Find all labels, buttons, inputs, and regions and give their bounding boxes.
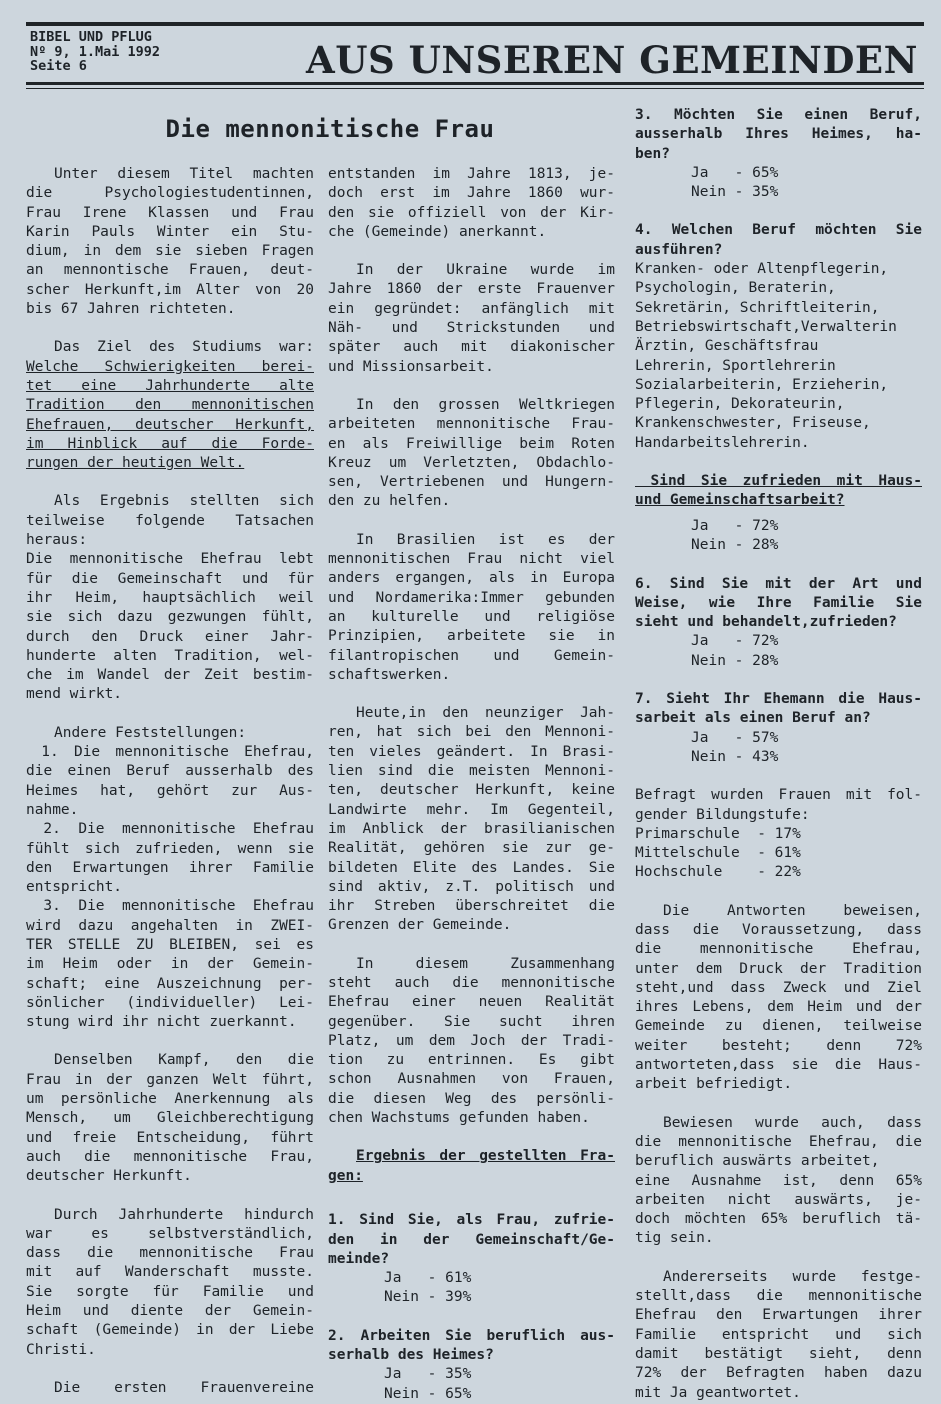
text-line: 3. Die mennonitische Ehefrau (26, 898, 314, 915)
results-heading (328, 1147, 615, 1192)
text-line: Heute,in den neunziger Jah- (356, 705, 615, 722)
text-line: an kulturelle und religiöse (328, 608, 615, 625)
text-line: Familie entspricht und sich (635, 1326, 922, 1343)
text-line: ein gegründet: anfänglich mit (328, 300, 615, 317)
paragraph (26, 1379, 314, 1398)
text-line: Heim und diente der Gemein- (26, 1303, 314, 1320)
text-line: unter dem Druck der Tradition (635, 960, 922, 977)
answer-yes: Ja - 65% (691, 164, 779, 181)
question-line: sieht und behandelt,zufrieden? (635, 614, 897, 631)
question-line: 6. Sind Sie mit der Art und (635, 575, 922, 592)
question-line: und Gemeinschaftsarbeit? (635, 492, 845, 509)
text-line: Näh- und Strickstunden und (328, 320, 615, 337)
question-line: meinde? (328, 1250, 390, 1267)
header-rule-bottom-thin (26, 88, 924, 89)
answer-no: Nein - 43% (691, 748, 779, 765)
text-line: durch den Druck einer Jahr- (26, 628, 314, 645)
profession-line: Betriebswirtschaft,Verwalterin (635, 318, 897, 335)
text-line: gen: (328, 1167, 363, 1184)
answer-yes: Ja - 35% (384, 1366, 472, 1383)
text-line: ihr Heim, hauptsächlich weil (26, 589, 314, 606)
question-6 (635, 575, 922, 671)
text-line: die mennonitische Ehefrau, die (635, 1133, 922, 1150)
section-title: AUS UNSEREN GEMEINDEN (306, 38, 918, 82)
text-line: scher Herkunft,im Alter von 20 (26, 281, 314, 298)
text-line: den Erwartungen ihrer Familie (26, 859, 314, 876)
issue-date: Nº 9, 1.Mai 1992 (30, 43, 161, 60)
question-line: den in der Gemeinschaft/Ge- (328, 1231, 615, 1248)
text-line: Frau Irene Klassen und Frau (26, 204, 314, 221)
text-line: Frau in der ganzen Welt führt, (26, 1071, 314, 1088)
answer-yes: Ja - 61% (384, 1270, 472, 1287)
text-line: Heimes hat, gehört zur Aus- (26, 782, 314, 799)
text-line: Die mennonitische Ehefrau lebt (26, 551, 314, 568)
text-line: stellt,dass die mennonitische (635, 1288, 922, 1305)
paragraph (26, 492, 314, 704)
text-line: chen Wachstums gefunden haben. (328, 1110, 590, 1127)
text-line: die Psychologiestudentinnen, (26, 185, 314, 202)
text-line: mit auf Wanderschaft musste. (26, 1264, 314, 1281)
text-line: die diesen Weg des persönli- (328, 1090, 615, 1107)
text-line: che (Gemeinde) anerkannt. (328, 223, 547, 240)
text-line: che im Wandel der Zeit bestim- (26, 667, 314, 684)
article-column-3 (635, 106, 922, 1403)
text-line: anders ergangen, als in Europa (328, 570, 615, 587)
underlined-line: Welche Schwierigkeiten berei- (26, 358, 314, 375)
paragraph (635, 1114, 922, 1249)
text-line: um persönliche Anerkennung als (26, 1091, 314, 1108)
text-line: Grenzen der Gemeinde. (328, 917, 512, 934)
answer-no: Nein - 39% (384, 1289, 472, 1306)
text-line: Realität, gehören sie zur ge- (328, 840, 615, 857)
text-line: dass die Voraussetzung, dass (635, 921, 922, 938)
text-line: Mensch, um Gleichberechtigung (26, 1110, 314, 1127)
text-line: ten, deutscher Herkunft, keine (328, 782, 615, 799)
text-line: damit bestätigt sieht, denn (635, 1345, 922, 1362)
text-line: war es selbstverständlich, (26, 1225, 314, 1242)
text-line: In der Ukraine wurde im (356, 262, 615, 279)
education-level: Mittelschule - 61% (635, 845, 801, 862)
text-line: Jahre 1860 der erste Frauenver (328, 281, 615, 298)
text-line: 72% der Befragten haben dazu (635, 1365, 922, 1382)
text-line: Landwirte mehr. Im Gegenteil, (328, 801, 615, 818)
text-line: für die Gemeinschaft und für (26, 570, 314, 587)
underlined-line: tet eine Jahrhunderte alte (26, 377, 314, 394)
text-line: steht auch die mennonitische (328, 974, 615, 991)
text-line: ihres Lebens, dem Heim und der (635, 999, 922, 1016)
underlined-line: rungen der heutigen Welt. (26, 455, 245, 472)
text-line: hunderte alten Tradition, wel- (26, 647, 314, 664)
text-line: Als Ergebnis stellten sich (54, 493, 314, 510)
header-rule-bottom (26, 82, 924, 85)
text-line: tion zu entrinnen. Es gibt (328, 1052, 615, 1069)
text-line: im Anblick der brasilianischen (328, 820, 615, 837)
profession-line: Sekretärin, Schriftleiterin, (635, 299, 880, 316)
text-line: und freie Entscheidung, führt (26, 1129, 314, 1146)
question-5 (635, 472, 922, 555)
text-line: schon Ausnahmen von Frauen, (328, 1071, 615, 1088)
text-line: schaft; eine Auszeichnung per- (26, 975, 314, 992)
text-line: dium, in dem sie sieben Fragen (26, 243, 314, 260)
answer-no: Nein - 65% (384, 1385, 472, 1402)
text-line: Durch Jahrhunderte hindurch (54, 1206, 314, 1223)
text-line: fühlt sich zufrieden, wenn sie (26, 840, 314, 857)
question-line: serhalb des Heimes? (328, 1347, 494, 1364)
paragraph (328, 955, 615, 1129)
text-line: nahme. (26, 801, 79, 818)
text-line: In Brasilien ist es der (356, 531, 615, 548)
text-line: Denselben Kampf, den die (54, 1052, 314, 1069)
text-line: Unter diesem Titel machten (54, 166, 314, 182)
text-line: steht,und dass Zweck und Ziel (635, 979, 922, 996)
text-line: gender Bildungstufe: (635, 806, 810, 823)
question-line: ausführen? (635, 241, 723, 258)
question-line: 7. Sieht Ihr Ehemann die Haus- (635, 691, 922, 708)
question-line: Sind Sie zufrieden mit Haus- (635, 473, 922, 490)
text-line: an mennontische Frauen, deut- (26, 262, 314, 279)
text-line: Bewiesen wurde auch, dass (663, 1114, 922, 1131)
education-level: Hochschule - 22% (635, 864, 801, 881)
text-line: doch möchten 65% beruflich tä- (635, 1211, 922, 1228)
profession-line: Lehrerin, Sportlehrerin (635, 357, 836, 374)
text-line: Gemeinde zu dienen, teilweise (635, 1018, 922, 1035)
text-line: ten vieles geändert. In Brasi- (328, 743, 615, 760)
text-line: wird dazu angehalten in ZWEI- (26, 917, 314, 934)
text-line: Karin Pauls Winter ein Stu- (26, 223, 314, 240)
text-line: Sie sorgte für Familie und (26, 1283, 314, 1300)
question-line: sarbeit als einen Beruf an? (635, 710, 871, 727)
text-line: heraus: (26, 532, 88, 549)
text-line: lien sind die meisten Mennoni- (328, 763, 615, 780)
text-line: 2. Die mennonitische Ehefrau (26, 821, 314, 838)
answer-no: Nein - 28% (691, 537, 779, 554)
text-line: die einen Beruf ausserhalb des (26, 763, 314, 780)
publication-name: BIBEL UND PFLUG (30, 29, 152, 45)
text-line: Christi. (26, 1341, 96, 1358)
text-line: ihr Streben überschreitet die (328, 898, 615, 915)
text-line: entspricht. (26, 879, 123, 896)
paragraph (328, 396, 615, 512)
text-line: sind aktiv, z.T. politisch und (328, 878, 615, 895)
text-line: stung wird ihr nicht zuerkannt. (26, 1014, 297, 1031)
text-line: Das Ziel des Studiums war: (54, 339, 314, 356)
text-line: Die ersten Frauenvereine (54, 1379, 314, 1396)
education-stats (635, 786, 922, 882)
header-rule-top (26, 22, 924, 26)
article-column-2 (328, 165, 615, 1404)
text-line: 1. Die mennonitische Ehefrau, (26, 744, 314, 761)
text-line: TER STELLE ZU BLEIBEN, sei es (26, 936, 314, 953)
text-line: Andere Feststellungen: (54, 724, 247, 741)
text-line: im Heim oder in der Gemein- (26, 956, 314, 973)
text-line: en als Freiwillige beim Roten (328, 435, 615, 452)
profession-line: Pflegerin, Dekorateurin, (635, 396, 845, 413)
question-line: 4. Welchen Beruf möchten Sie (635, 222, 922, 239)
paragraph (26, 165, 314, 319)
text-line: Die Antworten beweisen, (663, 902, 922, 919)
text-line: und Nordamerika:Immer gebunden (328, 589, 615, 606)
underlined-line: im Hinblick auf die Forde- (26, 435, 314, 452)
question-7 (635, 690, 922, 767)
text-line: mend wirkt. (26, 686, 123, 703)
text-line: doch erst im Jahre 1860 wur- (328, 185, 615, 202)
text-line: sönlicher (individueller) Lei- (26, 994, 314, 1011)
text-line: später auch mit diakonischer (328, 339, 615, 356)
paragraph (635, 902, 922, 1095)
text-line: bis 67 Jahren richteten. (26, 301, 236, 318)
text-line: entstanden im Jahre 1813, je- (328, 166, 615, 182)
text-line: Platz, um dem Joch der Tradi- (328, 1032, 615, 1049)
text-line: den sie offiziell von der Kir- (328, 204, 615, 221)
text-line: deutscher Herkunft. (26, 1168, 192, 1185)
text-line: Ehefrau den Erwartungen ihrer (635, 1307, 922, 1324)
text-line: mennonitischen Frau nicht viel (328, 551, 615, 568)
education-level: Primarschule - 17% (635, 825, 801, 842)
text-line: tig sein. (635, 1230, 714, 1247)
paragraph (328, 165, 615, 242)
paragraph (26, 338, 314, 473)
profession-line: Ärztin, Geschäftsfrau (635, 338, 819, 355)
text-line: In diesem Zusammenhang (356, 955, 615, 972)
question-3 (635, 106, 922, 202)
article-column-1 (26, 165, 314, 1398)
answer-yes: Ja - 72% (691, 633, 779, 650)
text-line: arbeiten nicht auswärts, je- (635, 1191, 922, 1208)
text-line: arbeit befriedigt. (635, 1076, 793, 1093)
text-line: antworteten,dass sie die Haus- (635, 1057, 922, 1074)
question-line: ausserhalb Ihres Heimes, ha- (635, 126, 922, 143)
question-1 (328, 1211, 615, 1307)
page-number: Seite 6 (30, 58, 87, 74)
question-line: 2. Arbeiten Sie beruflich aus- (328, 1327, 615, 1344)
answer-no: Nein - 35% (691, 184, 779, 201)
text-line: teilweise folgende Tatsachen (26, 512, 314, 529)
question-2 (328, 1327, 615, 1404)
text-line: ren, hat sich bei den Mennoni- (328, 724, 615, 741)
text-line: die mennonitische Ehefrau, (635, 941, 922, 958)
question-line: ben? (635, 145, 670, 162)
text-line: dass die mennonitische Frau (26, 1245, 314, 1262)
text-line: Prinzipien, arbeitete sie in (328, 628, 615, 645)
text-line: auch die mennonitische Frau, (26, 1148, 314, 1165)
text-line: Ehefrau einer neuen Realität (328, 994, 615, 1011)
paragraph (328, 261, 615, 377)
paragraph (328, 531, 615, 685)
text-line: sen, Vertriebenen und Hungern- (328, 474, 615, 491)
paragraph (26, 724, 314, 1033)
answer-yes: Ja - 57% (691, 729, 779, 746)
question-line: 1. Sind Sie, als Frau, zufrie- (328, 1212, 615, 1229)
text-line: filantropischen und Gemein- (328, 647, 615, 664)
text-line: bildeten Elite des Landes. Sie (328, 859, 615, 876)
text-line: arbeiteten mennonitische Frau- (328, 416, 615, 433)
text-line: Ergebnis der gestellten Fra- (356, 1148, 615, 1165)
profession-line: Psychologin, Beraterin, (635, 280, 836, 297)
profession-line: Kranken- oder Altenpflegerin, (635, 261, 889, 278)
answer-yes: Ja - 72% (691, 517, 779, 534)
paragraph (328, 704, 615, 936)
text-line: mit Ja geantwortet. (635, 1384, 801, 1401)
underlined-line: Tradition den mennonitischen (26, 397, 314, 414)
text-line: schaft (Gemeinde) in der Liebe (26, 1322, 314, 1339)
text-line: gegenüber. Sie sucht ihren (328, 1013, 615, 1030)
paragraph (26, 1051, 314, 1186)
text-line: weiter besteht; denn 72% (635, 1037, 922, 1054)
text-line: und Missionsarbeit. (328, 358, 494, 375)
text-line: schaftswerken. (328, 666, 451, 683)
question-4 (635, 221, 922, 453)
profession-line: Sozialarbeiterin, Erzieherin, (635, 376, 889, 393)
paragraph (26, 1206, 314, 1360)
profession-line: Krankenschwester, Friseuse, (635, 415, 871, 432)
text-line: In den grossen Weltkriegen (356, 396, 615, 413)
text-line: Befragt wurden Frauen mit fol- (635, 787, 922, 804)
question-line: 3. Möchten Sie einen Beruf, (635, 107, 922, 123)
text-line: beruflich auswärts arbeitet, (635, 1153, 880, 1170)
answer-no: Nein - 28% (691, 652, 779, 669)
question-line: Weise, wie Ihre Familie Sie (635, 594, 922, 611)
article-title: Die mennonitische Frau (165, 115, 495, 143)
paragraph (635, 1268, 922, 1403)
profession-line: Handarbeitslehrerin. (635, 434, 810, 451)
issue-meta (30, 30, 230, 74)
text-line: sie sich dazu gezwungen fühlt, (26, 609, 314, 626)
underlined-line: Ehefrauen, deutscher Herkunft, (26, 416, 314, 433)
text-line: eine Ausnahme ist, denn 65% (635, 1172, 922, 1189)
text-line: Kreuz um Verletzten, Obdachlo- (328, 454, 615, 471)
text-line: Andererseits wurde festge- (663, 1268, 922, 1285)
text-line: den zu helfen. (328, 493, 451, 510)
